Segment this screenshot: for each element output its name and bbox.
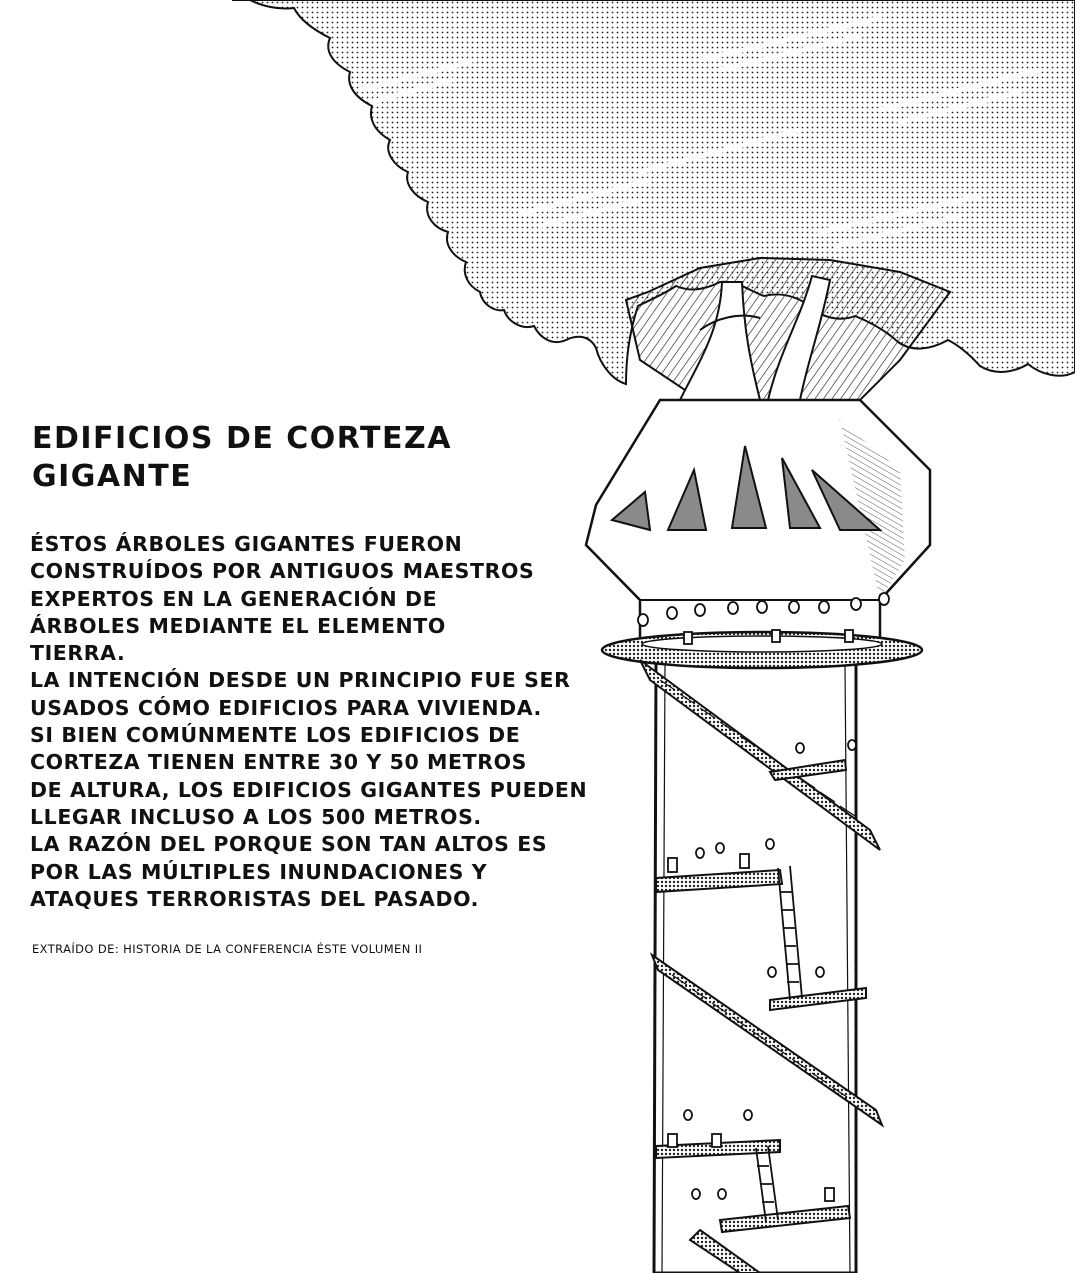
- tree-branches: [626, 258, 950, 400]
- body-line: POR LAS MÚLTIPLES INUNDACIONES Y: [30, 859, 488, 884]
- body-line: LA INTENCIÓN DESDE UN PRINCIPIO FUE SER: [30, 668, 571, 693]
- body-line: EXPERTOS EN LA GENERACIÓN DE: [30, 586, 438, 611]
- body-line: LA RAZÓN DEL PORQUE SON TAN ALTOS ES: [30, 832, 548, 857]
- body-line: TIERRA.: [30, 641, 126, 666]
- source-citation: EXTRAÍDO DE: HISTORIA DE LA CONFERENCIA ÉSTE VOLUMEN II: [32, 942, 423, 956]
- body-line: ÁRBOLES MEDIANTE EL ELEMENTO: [30, 613, 446, 638]
- page-title: [32, 420, 502, 496]
- body-text: [30, 531, 650, 913]
- body-line: DE ALTURA, LOS EDIFICIOS GIGANTES PUEDEN: [30, 777, 588, 802]
- ring-balcony: [602, 632, 922, 668]
- body-line: ÉSTOS ÁRBOLES GIGANTES FUERON: [30, 532, 463, 556]
- body-line: CONSTRUÍDOS POR ANTIGUOS MAESTROS: [30, 559, 535, 584]
- body-line: SI BIEN COMÚNMENTE LOS EDIFICIOS DE: [30, 723, 521, 748]
- body-line: USADOS CÓMO EDIFICIOS PARA VIVIENDA.: [30, 695, 542, 720]
- title-line: GIGANTE: [32, 459, 193, 494]
- body-line: CORTEZA TIENEN ENTRE 30 Y 50 METROS: [30, 750, 528, 775]
- body-line: ATAQUES TERRORISTAS DEL PASADO.: [30, 886, 480, 911]
- body-line: LLEGAR INCLUSO A LOS 500 METROS.: [30, 804, 482, 829]
- title-line: EDIFICIOS DE CORTEZA: [32, 421, 452, 456]
